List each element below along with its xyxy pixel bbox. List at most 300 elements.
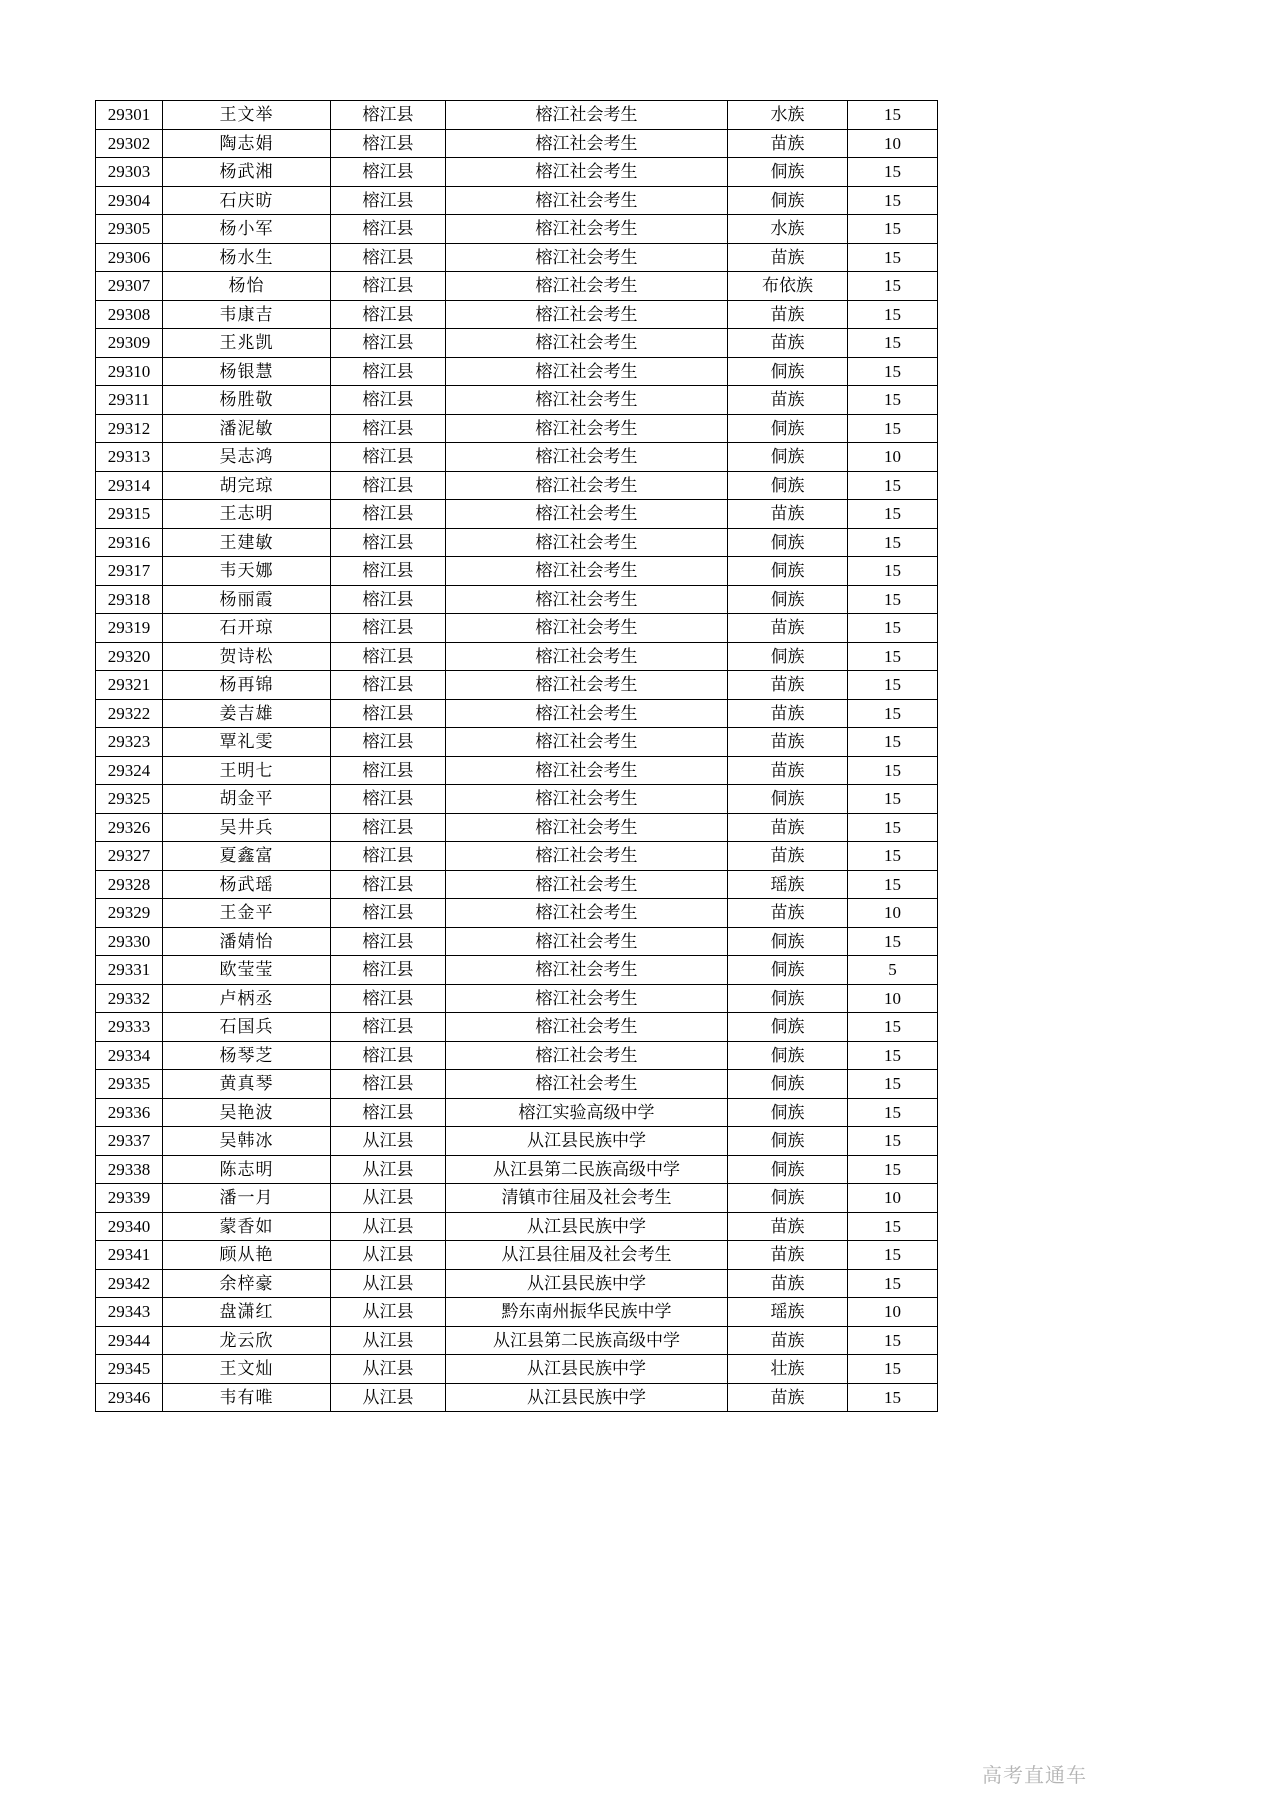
- cell-candidate-name: 韦有唯: [163, 1383, 331, 1412]
- cell-candidate-name: 龙云欣: [163, 1326, 331, 1355]
- cell-school: 榕江社会考生: [446, 1070, 728, 1099]
- cell-candidate-number: 29326: [96, 813, 163, 842]
- cell-candidate-name: 杨银慧: [163, 357, 331, 386]
- table-row: [96, 1241, 938, 1270]
- cell-school: 榕江社会考生: [446, 215, 728, 244]
- cell-ethnicity: 苗族: [728, 1241, 848, 1270]
- cell-county: 榕江县: [331, 1070, 446, 1099]
- cell-bonus-score: 10: [848, 899, 938, 928]
- cell-county: 榕江县: [331, 300, 446, 329]
- cell-ethnicity: 苗族: [728, 1383, 848, 1412]
- cell-ethnicity: 苗族: [728, 1326, 848, 1355]
- cell-bonus-score: 10: [848, 129, 938, 158]
- cell-candidate-number: 29323: [96, 728, 163, 757]
- cell-school: 榕江社会考生: [446, 300, 728, 329]
- cell-county: 榕江县: [331, 699, 446, 728]
- table-row: [96, 329, 938, 358]
- cell-bonus-score: 15: [848, 1127, 938, 1156]
- cell-ethnicity: 侗族: [728, 984, 848, 1013]
- cell-ethnicity: 侗族: [728, 1184, 848, 1213]
- cell-bonus-score: 15: [848, 1070, 938, 1099]
- cell-ethnicity: 苗族: [728, 1212, 848, 1241]
- cell-school: 榕江社会考生: [446, 500, 728, 529]
- cell-school: 榕江社会考生: [446, 813, 728, 842]
- cell-bonus-score: 15: [848, 699, 938, 728]
- cell-county: 从江县: [331, 1298, 446, 1327]
- cell-candidate-number: 29315: [96, 500, 163, 529]
- table-row: [96, 215, 938, 244]
- cell-ethnicity: 侗族: [728, 956, 848, 985]
- cell-candidate-name: 石庆昉: [163, 186, 331, 215]
- table-row: [96, 471, 938, 500]
- cell-county: 从江县: [331, 1241, 446, 1270]
- cell-county: 从江县: [331, 1269, 446, 1298]
- cell-candidate-number: 29320: [96, 642, 163, 671]
- cell-ethnicity: 侗族: [728, 528, 848, 557]
- cell-ethnicity: 侗族: [728, 186, 848, 215]
- cell-school: 从江县民族中学: [446, 1127, 728, 1156]
- cell-bonus-score: 15: [848, 414, 938, 443]
- cell-candidate-number: 29321: [96, 671, 163, 700]
- cell-ethnicity: 苗族: [728, 386, 848, 415]
- cell-candidate-number: 29302: [96, 129, 163, 158]
- cell-candidate-number: 29308: [96, 300, 163, 329]
- cell-county: 榕江县: [331, 585, 446, 614]
- cell-school: 榕江社会考生: [446, 443, 728, 472]
- cell-county: 从江县: [331, 1212, 446, 1241]
- cell-county: 从江县: [331, 1383, 446, 1412]
- cell-candidate-number: 29339: [96, 1184, 163, 1213]
- cell-school: 从江县民族中学: [446, 1212, 728, 1241]
- cell-candidate-name: 韦康吉: [163, 300, 331, 329]
- cell-candidate-number: 29342: [96, 1269, 163, 1298]
- cell-bonus-score: 15: [848, 728, 938, 757]
- cell-candidate-name: 欧莹莹: [163, 956, 331, 985]
- cell-school: 从江县第二民族高级中学: [446, 1326, 728, 1355]
- cell-bonus-score: 15: [848, 1355, 938, 1384]
- cell-county: 榕江县: [331, 984, 446, 1013]
- cell-candidate-number: 29328: [96, 870, 163, 899]
- table-row: [96, 129, 938, 158]
- cell-ethnicity: 苗族: [728, 500, 848, 529]
- cell-candidate-number: 29332: [96, 984, 163, 1013]
- cell-county: 榕江县: [331, 1041, 446, 1070]
- cell-bonus-score: 15: [848, 386, 938, 415]
- cell-county: 榕江县: [331, 528, 446, 557]
- cell-candidate-name: 吴艳波: [163, 1098, 331, 1127]
- cell-county: 榕江县: [331, 785, 446, 814]
- cell-county: 榕江县: [331, 101, 446, 130]
- cell-ethnicity: 苗族: [728, 1269, 848, 1298]
- cell-bonus-score: 15: [848, 272, 938, 301]
- cell-ethnicity: 侗族: [728, 471, 848, 500]
- cell-candidate-number: 29303: [96, 158, 163, 187]
- cell-school: 榕江社会考生: [446, 471, 728, 500]
- cell-candidate-name: 潘婧怡: [163, 927, 331, 956]
- table-row: [96, 1383, 938, 1412]
- cell-school: 从江县民族中学: [446, 1269, 728, 1298]
- cell-county: 榕江县: [331, 1098, 446, 1127]
- cell-candidate-name: 王兆凯: [163, 329, 331, 358]
- cell-county: 榕江县: [331, 813, 446, 842]
- cell-school: 从江县民族中学: [446, 1383, 728, 1412]
- cell-candidate-number: 29338: [96, 1155, 163, 1184]
- cell-candidate-name: 王金平: [163, 899, 331, 928]
- cell-bonus-score: 15: [848, 1383, 938, 1412]
- table-row: [96, 414, 938, 443]
- table-row: [96, 1355, 938, 1384]
- cell-candidate-number: 29329: [96, 899, 163, 928]
- cell-county: 榕江县: [331, 186, 446, 215]
- cell-school: 榕江社会考生: [446, 842, 728, 871]
- cell-candidate-name: 卢柄丞: [163, 984, 331, 1013]
- cell-county: 从江县: [331, 1155, 446, 1184]
- cell-bonus-score: 15: [848, 813, 938, 842]
- cell-bonus-score: 15: [848, 1326, 938, 1355]
- cell-bonus-score: 15: [848, 642, 938, 671]
- cell-candidate-name: 杨水生: [163, 243, 331, 272]
- cell-bonus-score: 10: [848, 1184, 938, 1213]
- cell-candidate-number: 29319: [96, 614, 163, 643]
- cell-school: 榕江社会考生: [446, 785, 728, 814]
- cell-school: 榕江社会考生: [446, 386, 728, 415]
- cell-bonus-score: 15: [848, 471, 938, 500]
- cell-candidate-number: 29307: [96, 272, 163, 301]
- cell-candidate-number: 29343: [96, 1298, 163, 1327]
- watermark-text: 高考直通车: [982, 1765, 1087, 1787]
- cell-county: 榕江县: [331, 614, 446, 643]
- table-row: [96, 1041, 938, 1070]
- cell-ethnicity: 苗族: [728, 728, 848, 757]
- cell-candidate-number: 29309: [96, 329, 163, 358]
- cell-candidate-name: 陈志明: [163, 1155, 331, 1184]
- cell-candidate-name: 王文举: [163, 101, 331, 130]
- cell-county: 榕江县: [331, 443, 446, 472]
- cell-school: 榕江社会考生: [446, 186, 728, 215]
- cell-candidate-name: 石开琼: [163, 614, 331, 643]
- cell-ethnicity: 侗族: [728, 443, 848, 472]
- cell-candidate-name: 胡金平: [163, 785, 331, 814]
- cell-school: 榕江社会考生: [446, 984, 728, 1013]
- cell-candidate-name: 王明七: [163, 756, 331, 785]
- cell-candidate-name: 胡完琼: [163, 471, 331, 500]
- cell-candidate-number: 29331: [96, 956, 163, 985]
- cell-school: 榕江社会考生: [446, 329, 728, 358]
- cell-bonus-score: 15: [848, 1155, 938, 1184]
- cell-bonus-score: 15: [848, 329, 938, 358]
- cell-county: 榕江县: [331, 414, 446, 443]
- cell-school: 榕江社会考生: [446, 614, 728, 643]
- cell-school: 榕江社会考生: [446, 585, 728, 614]
- cell-bonus-score: 15: [848, 500, 938, 529]
- cell-ethnicity: 布依族: [728, 272, 848, 301]
- cell-ethnicity: 苗族: [728, 899, 848, 928]
- cell-bonus-score: 15: [848, 614, 938, 643]
- cell-candidate-name: 王志明: [163, 500, 331, 529]
- cell-school: 榕江社会考生: [446, 728, 728, 757]
- cell-candidate-name: 石国兵: [163, 1013, 331, 1042]
- table-row: [96, 1184, 938, 1213]
- table-body: [96, 101, 938, 1412]
- cell-candidate-number: 29313: [96, 443, 163, 472]
- cell-candidate-number: 29312: [96, 414, 163, 443]
- cell-candidate-name: 贺诗松: [163, 642, 331, 671]
- cell-county: 榕江县: [331, 129, 446, 158]
- cell-ethnicity: 苗族: [728, 614, 848, 643]
- table-row: [96, 101, 938, 130]
- cell-county: 榕江县: [331, 272, 446, 301]
- cell-candidate-name: 潘一月: [163, 1184, 331, 1213]
- cell-bonus-score: 15: [848, 1269, 938, 1298]
- cell-bonus-score: 15: [848, 243, 938, 272]
- cell-county: 从江县: [331, 1184, 446, 1213]
- table-row: [96, 158, 938, 187]
- cell-ethnicity: 水族: [728, 215, 848, 244]
- cell-county: 从江县: [331, 1326, 446, 1355]
- table-row: [96, 1269, 938, 1298]
- cell-bonus-score: 15: [848, 557, 938, 586]
- cell-county: 榕江县: [331, 243, 446, 272]
- cell-candidate-name: 吴志鸿: [163, 443, 331, 472]
- cell-school: 榕江社会考生: [446, 899, 728, 928]
- cell-ethnicity: 侗族: [728, 158, 848, 187]
- cell-county: 榕江县: [331, 1013, 446, 1042]
- cell-school: 榕江社会考生: [446, 243, 728, 272]
- cell-candidate-name: 盘潇红: [163, 1298, 331, 1327]
- cell-ethnicity: 侗族: [728, 414, 848, 443]
- cell-school: 榕江实验高级中学: [446, 1098, 728, 1127]
- cell-bonus-score: 10: [848, 443, 938, 472]
- cell-candidate-number: 29334: [96, 1041, 163, 1070]
- cell-candidate-name: 陶志娟: [163, 129, 331, 158]
- cell-bonus-score: 15: [848, 842, 938, 871]
- cell-school: 从江县往届及社会考生: [446, 1241, 728, 1270]
- cell-bonus-score: 10: [848, 984, 938, 1013]
- table-row: [96, 1013, 938, 1042]
- table-row: [96, 243, 938, 272]
- table-row: [96, 671, 938, 700]
- table-row: [96, 813, 938, 842]
- cell-school: 榕江社会考生: [446, 557, 728, 586]
- cell-school: 榕江社会考生: [446, 927, 728, 956]
- cell-school: 榕江社会考生: [446, 129, 728, 158]
- cell-candidate-number: 29341: [96, 1241, 163, 1270]
- cell-candidate-number: 29333: [96, 1013, 163, 1042]
- cell-county: 榕江县: [331, 215, 446, 244]
- table-row: [96, 870, 938, 899]
- cell-school: 榕江社会考生: [446, 699, 728, 728]
- cell-county: 榕江县: [331, 728, 446, 757]
- cell-candidate-number: 29340: [96, 1212, 163, 1241]
- table-row: [96, 984, 938, 1013]
- cell-candidate-number: 29310: [96, 357, 163, 386]
- cell-ethnicity: 苗族: [728, 756, 848, 785]
- cell-bonus-score: 15: [848, 357, 938, 386]
- cell-candidate-number: 29327: [96, 842, 163, 871]
- cell-ethnicity: 侗族: [728, 557, 848, 586]
- cell-bonus-score: 15: [848, 1041, 938, 1070]
- table-row: [96, 272, 938, 301]
- cell-candidate-number: 29318: [96, 585, 163, 614]
- cell-candidate-number: 29316: [96, 528, 163, 557]
- cell-candidate-name: 杨武瑶: [163, 870, 331, 899]
- table-row: [96, 642, 938, 671]
- cell-candidate-number: 29305: [96, 215, 163, 244]
- cell-school: 榕江社会考生: [446, 642, 728, 671]
- cell-candidate-name: 蒙香如: [163, 1212, 331, 1241]
- cell-bonus-score: 15: [848, 1241, 938, 1270]
- cell-candidate-name: 潘泥敏: [163, 414, 331, 443]
- cell-candidate-number: 29304: [96, 186, 163, 215]
- cell-candidate-name: 杨再锦: [163, 671, 331, 700]
- cell-candidate-name: 吴井兵: [163, 813, 331, 842]
- cell-county: 榕江县: [331, 671, 446, 700]
- cell-candidate-number: 29317: [96, 557, 163, 586]
- cell-school: 榕江社会考生: [446, 870, 728, 899]
- cell-bonus-score: 15: [848, 756, 938, 785]
- cell-county: 榕江县: [331, 158, 446, 187]
- cell-school: 榕江社会考生: [446, 956, 728, 985]
- cell-ethnicity: 壮族: [728, 1355, 848, 1384]
- table-row: [96, 728, 938, 757]
- cell-candidate-number: 29322: [96, 699, 163, 728]
- cell-candidate-name: 韦天娜: [163, 557, 331, 586]
- cell-bonus-score: 15: [848, 927, 938, 956]
- cell-ethnicity: 瑶族: [728, 870, 848, 899]
- cell-bonus-score: 15: [848, 215, 938, 244]
- cell-ethnicity: 侗族: [728, 1070, 848, 1099]
- cell-candidate-name: 杨小军: [163, 215, 331, 244]
- cell-school: 从江县民族中学: [446, 1355, 728, 1384]
- cell-candidate-number: 29325: [96, 785, 163, 814]
- cell-bonus-score: 10: [848, 1298, 938, 1327]
- cell-candidate-name: 黄真琴: [163, 1070, 331, 1099]
- cell-school: 榕江社会考生: [446, 158, 728, 187]
- cell-school: 榕江社会考生: [446, 671, 728, 700]
- cell-candidate-number: 29346: [96, 1383, 163, 1412]
- cell-candidate-name: 夏鑫富: [163, 842, 331, 871]
- cell-ethnicity: 苗族: [728, 842, 848, 871]
- cell-county: 榕江县: [331, 842, 446, 871]
- table-row: [96, 1155, 938, 1184]
- cell-ethnicity: 苗族: [728, 813, 848, 842]
- cell-candidate-number: 29345: [96, 1355, 163, 1384]
- cell-school: 榕江社会考生: [446, 756, 728, 785]
- cell-bonus-score: 15: [848, 671, 938, 700]
- table-row: [96, 899, 938, 928]
- cell-school: 榕江社会考生: [446, 1013, 728, 1042]
- table-row: [96, 557, 938, 586]
- cell-candidate-name: 杨胜敬: [163, 386, 331, 415]
- cell-bonus-score: 15: [848, 1212, 938, 1241]
- table-row: [96, 300, 938, 329]
- table-row: [96, 500, 938, 529]
- table-row: [96, 1098, 938, 1127]
- cell-school: 黔东南州振华民族中学: [446, 1298, 728, 1327]
- cell-candidate-number: 29336: [96, 1098, 163, 1127]
- cell-school: 榕江社会考生: [446, 414, 728, 443]
- cell-ethnicity: 侗族: [728, 1127, 848, 1156]
- cell-school: 清镇市往届及社会考生: [446, 1184, 728, 1213]
- table-row: [96, 1326, 938, 1355]
- cell-bonus-score: 15: [848, 585, 938, 614]
- cell-candidate-name: 吴韩冰: [163, 1127, 331, 1156]
- cell-candidate-number: 29330: [96, 927, 163, 956]
- table-row: [96, 927, 938, 956]
- cell-candidate-name: 余梓豪: [163, 1269, 331, 1298]
- table-row: [96, 785, 938, 814]
- cell-ethnicity: 苗族: [728, 129, 848, 158]
- table-row: [96, 1212, 938, 1241]
- cell-candidate-number: 29337: [96, 1127, 163, 1156]
- table-row: [96, 842, 938, 871]
- cell-ethnicity: 侗族: [728, 642, 848, 671]
- cell-county: 榕江县: [331, 357, 446, 386]
- cell-candidate-number: 29344: [96, 1326, 163, 1355]
- cell-school: 榕江社会考生: [446, 1041, 728, 1070]
- cell-county: 从江县: [331, 1355, 446, 1384]
- cell-bonus-score: 15: [848, 186, 938, 215]
- table-row: [96, 585, 938, 614]
- cell-county: 从江县: [331, 1127, 446, 1156]
- cell-candidate-number: 29324: [96, 756, 163, 785]
- cell-school: 榕江社会考生: [446, 357, 728, 386]
- table-row: [96, 386, 938, 415]
- cell-candidate-name: 杨丽霞: [163, 585, 331, 614]
- cell-ethnicity: 苗族: [728, 329, 848, 358]
- cell-candidate-number: 29311: [96, 386, 163, 415]
- cell-county: 榕江县: [331, 756, 446, 785]
- cell-county: 榕江县: [331, 386, 446, 415]
- table-row: [96, 357, 938, 386]
- cell-ethnicity: 侗族: [728, 1013, 848, 1042]
- cell-candidate-number: 29301: [96, 101, 163, 130]
- cell-ethnicity: 侗族: [728, 1155, 848, 1184]
- cell-candidate-name: 覃礼雯: [163, 728, 331, 757]
- cell-candidate-number: 29306: [96, 243, 163, 272]
- cell-candidate-name: 王建敏: [163, 528, 331, 557]
- cell-school: 从江县第二民族高级中学: [446, 1155, 728, 1184]
- cell-candidate-number: 29335: [96, 1070, 163, 1099]
- cell-candidate-name: 姜吉雄: [163, 699, 331, 728]
- cell-county: 榕江县: [331, 642, 446, 671]
- cell-ethnicity: 苗族: [728, 671, 848, 700]
- cell-ethnicity: 苗族: [728, 243, 848, 272]
- cell-county: 榕江县: [331, 927, 446, 956]
- table-row: [96, 186, 938, 215]
- cell-candidate-name: 顾从艳: [163, 1241, 331, 1270]
- cell-ethnicity: 侗族: [728, 357, 848, 386]
- candidates-table: [95, 100, 938, 1412]
- cell-ethnicity: 侗族: [728, 1041, 848, 1070]
- cell-school: 榕江社会考生: [446, 272, 728, 301]
- cell-bonus-score: 15: [848, 300, 938, 329]
- cell-bonus-score: 15: [848, 785, 938, 814]
- cell-bonus-score: 5: [848, 956, 938, 985]
- table-row: [96, 443, 938, 472]
- table-row: [96, 614, 938, 643]
- cell-ethnicity: 水族: [728, 101, 848, 130]
- cell-bonus-score: 15: [848, 528, 938, 557]
- cell-candidate-name: 杨武湘: [163, 158, 331, 187]
- cell-school: 榕江社会考生: [446, 101, 728, 130]
- table-row: [96, 756, 938, 785]
- cell-county: 榕江县: [331, 956, 446, 985]
- cell-ethnicity: 苗族: [728, 699, 848, 728]
- cell-ethnicity: 侗族: [728, 785, 848, 814]
- table-row: [96, 956, 938, 985]
- cell-county: 榕江县: [331, 500, 446, 529]
